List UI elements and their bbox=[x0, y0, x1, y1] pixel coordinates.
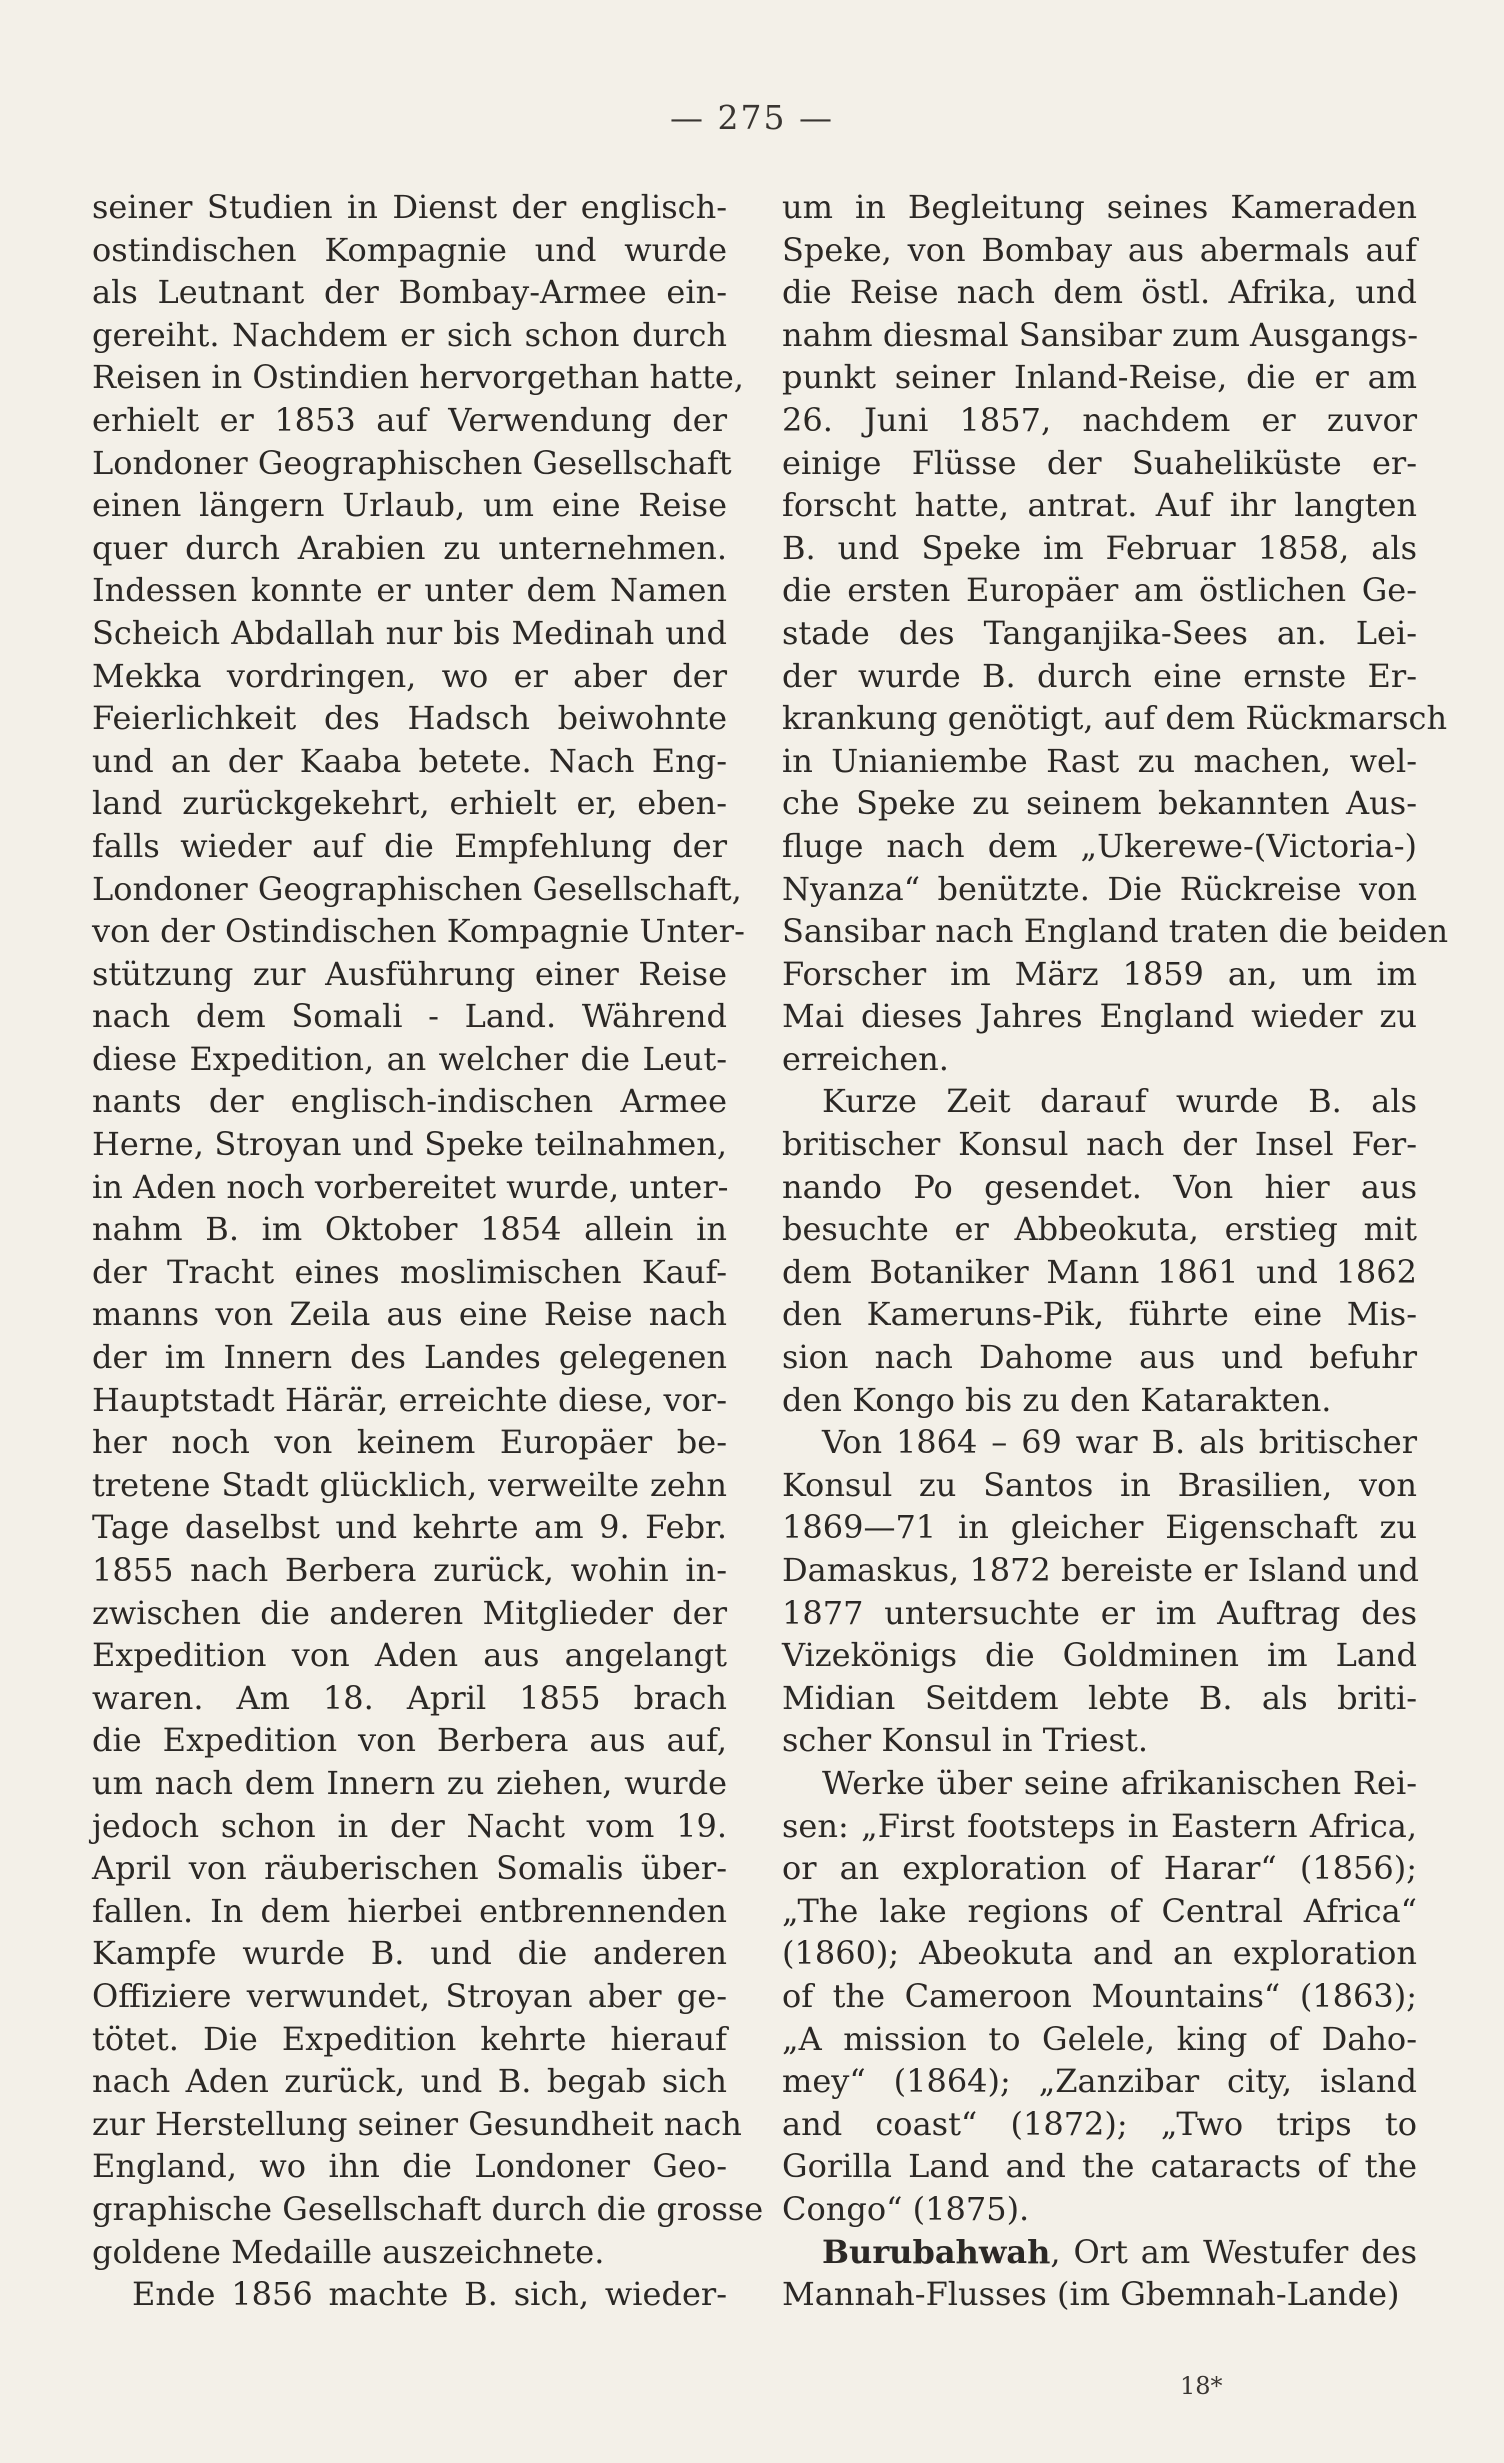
text-line: die ersten Europäer am östlichen Ge- bbox=[782, 571, 1417, 610]
text-line: in Unianiembe Rast zu machen, wel- bbox=[782, 741, 1417, 780]
text-line: Ende 1856 machte B. sich, wieder- bbox=[132, 2275, 727, 2314]
text-line: nach Aden zurück, und B. begab sich bbox=[92, 2062, 727, 2101]
text-line: fallen. In dem hierbei entbrennenden bbox=[92, 1891, 727, 1930]
text-line: „The lake regions of Central Africa“ bbox=[782, 1891, 1417, 1930]
text-line: fluge nach dem „Ukerewe-(Victoria-) bbox=[782, 826, 1417, 865]
text-line: um in Begleitung seines Kameraden bbox=[782, 188, 1417, 226]
text-line: und an der Kaaba betete. Nach Eng- bbox=[92, 741, 727, 780]
text-line: goldene Medaille auszeichnete. bbox=[92, 2232, 605, 2271]
text-line: der wurde B. durch eine ernste Er- bbox=[782, 656, 1417, 695]
text-line: dem Botaniker Mann 1861 und 1862 bbox=[782, 1252, 1417, 1291]
text-line: erhielt er 1853 auf Verwendung der bbox=[92, 400, 727, 439]
text-line: Damaskus, 1872 bereiste er Island und bbox=[782, 1551, 1419, 1589]
text-line: Congo“ (1875). bbox=[782, 2189, 1030, 2228]
text-line: Vizekönigs die Goldminen im Land bbox=[782, 1636, 1417, 1675]
text-line: „A mission to Gelele, king of Daho- bbox=[782, 2019, 1417, 2058]
text-line: Scheich Abdallah nur bis Medinah und bbox=[92, 613, 727, 652]
text-line: sen: „First footsteps in Eastern Africa, bbox=[782, 1806, 1417, 1845]
text-line: Speke, von Bombay aus abermals auf bbox=[782, 230, 1417, 269]
text-line: or an exploration of Harar“ (1856); bbox=[782, 1849, 1417, 1888]
text-line: Nyanza“ benützte. Die Rückreise von bbox=[782, 869, 1417, 908]
text-line: in Aden noch vorbereitet wurde, unter- bbox=[92, 1167, 729, 1206]
text-line: falls wieder auf die Empfehlung der bbox=[92, 826, 727, 865]
signature-mark: 18* bbox=[1180, 2372, 1223, 2400]
text-line: 1855 nach Berbera zurück, wohin in- bbox=[92, 1551, 727, 1589]
text-line: von der Ostindischen Kompagnie Unter- bbox=[92, 912, 745, 951]
text-line: Konsul zu Santos in Brasilien, von bbox=[782, 1465, 1417, 1504]
text-line: quer durch Arabien zu unternehmen. bbox=[92, 528, 727, 567]
text-line: punkt seiner Inland-Reise, die er am bbox=[782, 358, 1417, 397]
text-line: seiner Studien in Dienst der englisch- bbox=[92, 188, 727, 226]
text-line: B. und Speke im Februar 1858, als bbox=[782, 528, 1417, 567]
text-line: Midian Seitdem lebte B. als briti- bbox=[782, 1678, 1417, 1717]
entry-headword: Burubahwah bbox=[822, 2232, 1051, 2271]
text-line: zur Herstellung seiner Gesundheit nach bbox=[92, 2104, 742, 2143]
text-line: ostindischen Kompagnie und wurde bbox=[92, 230, 727, 269]
left-column bbox=[92, 186, 764, 2316]
text-line: Kampfe wurde B. und die anderen bbox=[92, 1934, 727, 1973]
text-line: nahm diesmal Sansibar zum Ausgangs- bbox=[782, 315, 1419, 354]
text-line: Werke über seine afrikanischen Rei- bbox=[822, 1763, 1417, 1802]
text-line: als Leutnant der Bombay-Armee ein- bbox=[92, 273, 727, 312]
text-line: Londoner Geographischen Gesellschaft, bbox=[92, 869, 742, 908]
text-line: and coast“ (1872); „Two trips to bbox=[782, 2104, 1417, 2143]
text-line: Reisen in Ostindien hervorgethan hatte, bbox=[92, 358, 744, 397]
text-line: besuchte er Abbeokuta, erstieg mit bbox=[782, 1210, 1417, 1249]
text-line: diese Expedition, an welcher die Leut- bbox=[92, 1039, 727, 1078]
text-line: 26. Juni 1857, nachdem er zuvor bbox=[782, 400, 1417, 439]
text-line: Kurze Zeit darauf wurde B. als bbox=[822, 1082, 1417, 1121]
text-line: Tage daselbst und kehrte am 9. Febr. bbox=[92, 1508, 727, 1547]
right-column bbox=[782, 186, 1449, 2316]
text-line: Indessen konnte er unter dem Namen bbox=[92, 571, 727, 610]
text-line: sion nach Dahome aus und befuhr bbox=[782, 1338, 1417, 1377]
text-line: zwischen die anderen Mitglieder der bbox=[92, 1593, 727, 1632]
text-line: che Speke zu seinem bekannten Aus- bbox=[782, 784, 1417, 823]
text-line: forscht hatte, antrat. Auf ihr langten bbox=[782, 486, 1417, 525]
text-line: um nach dem Innern zu ziehen, wurde bbox=[92, 1763, 727, 1802]
text-line: April von räuberischen Somalis über- bbox=[92, 1849, 727, 1888]
text-line: nahm B. im Oktober 1854 allein in bbox=[92, 1210, 727, 1249]
text-line: graphische Gesellschaft durch die grosse bbox=[92, 2189, 764, 2228]
text-line: den Kameruns-Pik, führte eine Mis- bbox=[782, 1295, 1417, 1334]
text-line: stützung zur Ausführung einer Reise bbox=[92, 954, 727, 993]
text-line: mey“ (1864); „Zanzibar city, island bbox=[782, 2062, 1417, 2101]
text-line: tretene Stadt glücklich, verweilte zehn bbox=[92, 1465, 727, 1504]
text-line: nach dem Somali - Land. Während bbox=[92, 997, 727, 1036]
text-line: Offiziere verwundet, Stroyan aber ge- bbox=[92, 1976, 727, 2015]
text-line: jedoch schon in der Nacht vom 19. bbox=[92, 1806, 727, 1845]
entry-line bbox=[782, 2231, 1417, 2274]
text-line: land zurückgekehrt, erhielt er, eben- bbox=[92, 784, 727, 823]
text-line: waren. Am 18. April 1855 brach bbox=[92, 1678, 727, 1717]
text-line: Mai dieses Jahres England wieder zu bbox=[782, 997, 1417, 1036]
text-line: 1877 untersuchte er im Auftrag des bbox=[782, 1593, 1417, 1632]
text-line: der im Innern des Landes gelegenen bbox=[92, 1338, 727, 1377]
text-line: stade des Tanganjika-Sees an. Lei- bbox=[782, 613, 1417, 652]
text-line: die Reise nach dem östl. Afrika, und bbox=[782, 273, 1417, 312]
text-line: scher Konsul in Triest. bbox=[782, 1721, 1148, 1760]
text-line: Gorilla Land and the cataracts of the bbox=[782, 2147, 1417, 2186]
text-line: Londoner Geographischen Gesellschaft bbox=[92, 443, 732, 482]
text-line: Mannah-Flusses (im Gbemnah-Lande) bbox=[782, 2275, 1400, 2314]
text-line: einige Flüsse der Suaheliküste er- bbox=[782, 443, 1417, 482]
text-line: der Tracht eines moslimischen Kauf- bbox=[92, 1252, 727, 1291]
text-line: erreichen. bbox=[782, 1039, 949, 1078]
text-line: Von 1864 – 69 war B. als britischer bbox=[822, 1423, 1417, 1462]
text-line: England, wo ihn die Londoner Geo- bbox=[92, 2147, 727, 2186]
text-line: einen längern Urlaub, um eine Reise bbox=[92, 486, 727, 525]
text-line: britischer Konsul nach der Insel Fer- bbox=[782, 1125, 1417, 1164]
text-line: die Expedition von Berbera aus auf, bbox=[92, 1721, 727, 1760]
text-line: den Kongo bis zu den Katarakten. bbox=[782, 1380, 1332, 1419]
page-number: — 275 — bbox=[670, 98, 834, 137]
text-line: Sansibar nach England traten die beiden bbox=[782, 912, 1449, 951]
text-line: (1860); Abeokuta and an exploration bbox=[782, 1934, 1417, 1973]
text-line: nando Po gesendet. Von hier aus bbox=[782, 1167, 1417, 1206]
text-line: Feierlichkeit des Hadsch beiwohnte bbox=[92, 699, 727, 738]
text-line: gereiht. Nachdem er sich schon durch bbox=[92, 315, 727, 354]
text-line: her noch von keinem Europäer be- bbox=[92, 1423, 727, 1462]
text-line: Herne, Stroyan und Speke teilnahmen, bbox=[92, 1125, 727, 1164]
text-line: Forscher im März 1859 an, um im bbox=[782, 954, 1417, 993]
text-line: tötet. Die Expedition kehrte hierauf bbox=[92, 2019, 727, 2058]
text-line: nants der englisch-indischen Armee bbox=[92, 1082, 727, 1121]
text-line: of the Cameroon Mountains“ (1863); bbox=[782, 1976, 1417, 2015]
entry-text: , Ort am Westufer des bbox=[1050, 2232, 1417, 2271]
text-line: Mekka vordringen, wo er aber der bbox=[92, 656, 727, 695]
text-line: krankung genötigt, auf dem Rückmarsch bbox=[782, 699, 1448, 738]
text-line: Expedition von Aden aus angelangt bbox=[92, 1636, 727, 1675]
text-line: 1869—71 in gleicher Eigenschaft zu bbox=[782, 1508, 1417, 1547]
text-line: Hauptstadt Härär, erreichte diese, vor- bbox=[92, 1380, 727, 1419]
text-line: manns von Zeila aus eine Reise nach bbox=[92, 1295, 727, 1334]
